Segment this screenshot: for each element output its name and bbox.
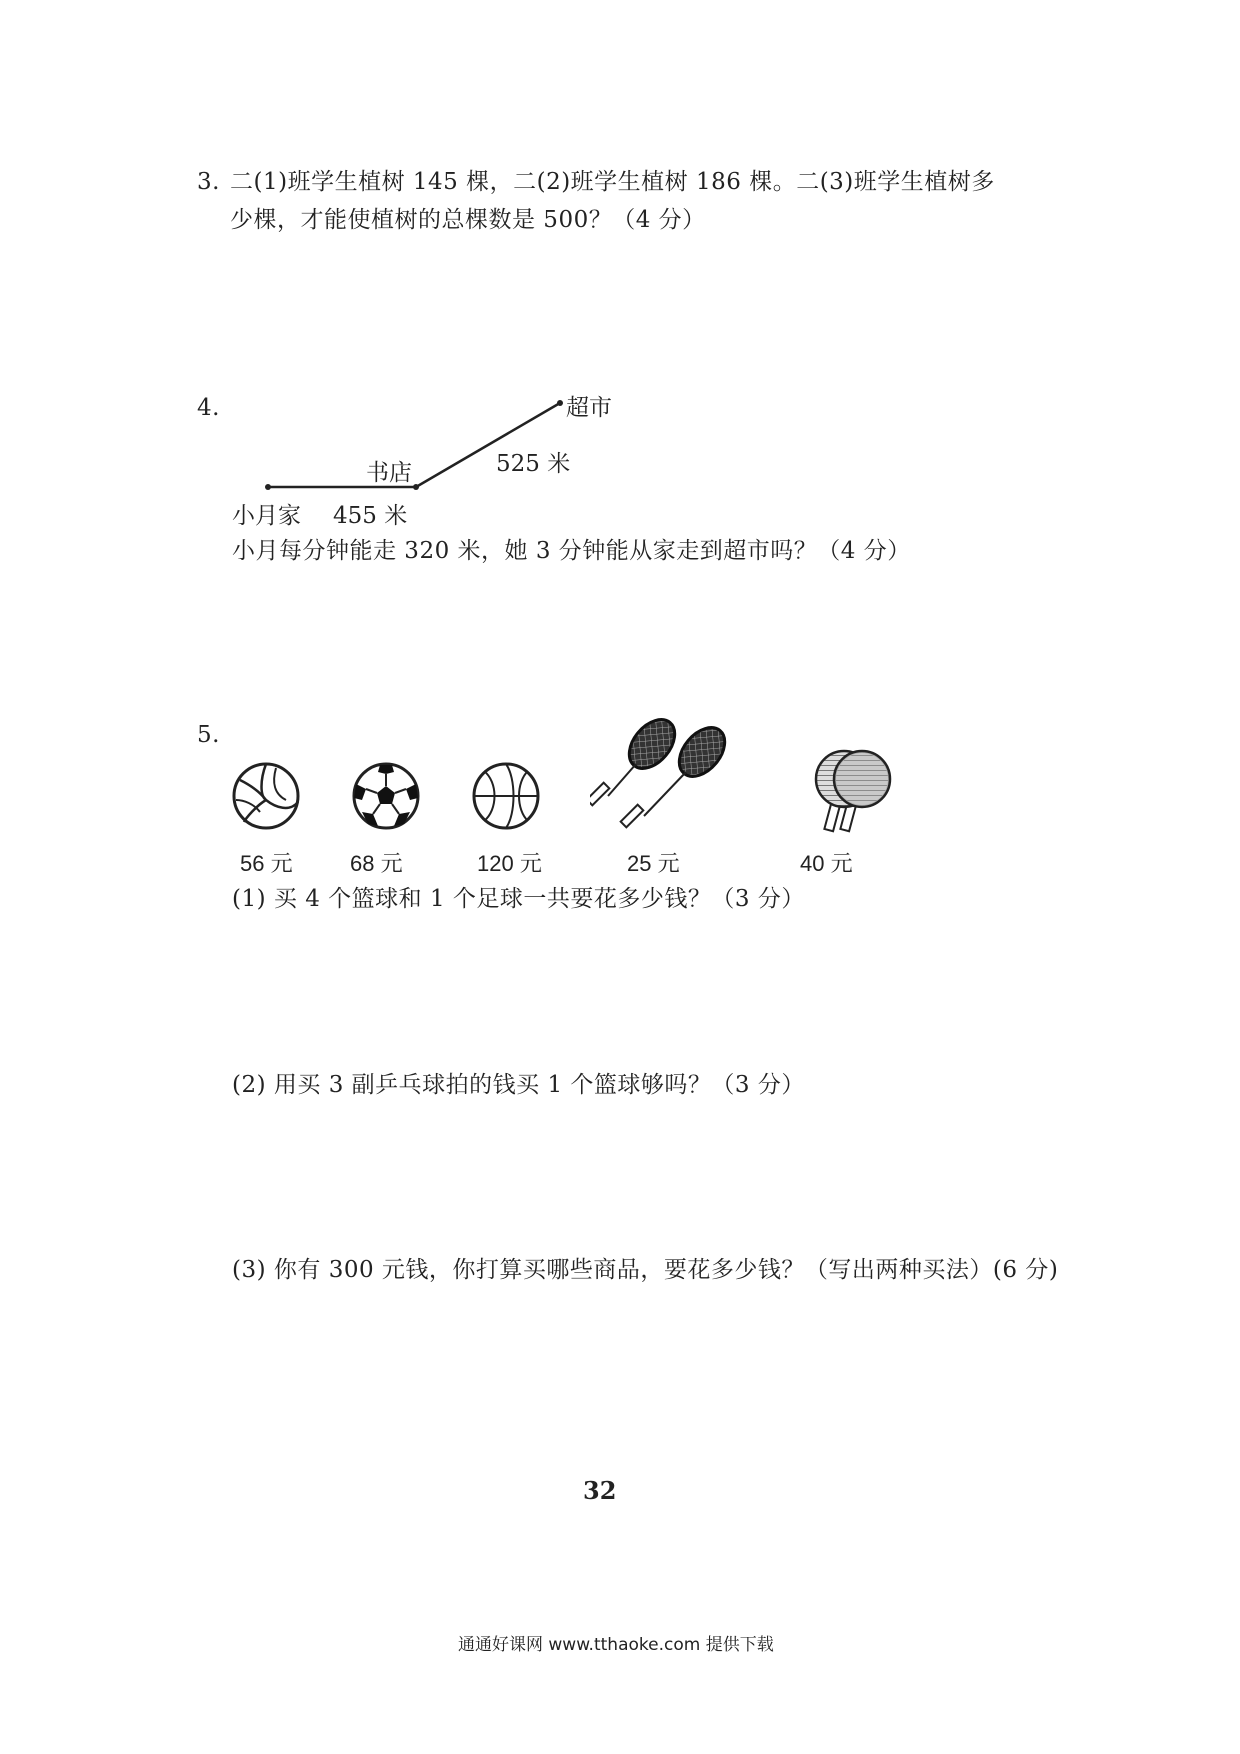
q4-number: 4. [197, 395, 220, 421]
seg2-distance-label: 525 米 [496, 451, 571, 477]
q3-line1: 二(1)班学生植树 145 棵，二(2)班学生植树 186 棵。二(3)班学生植树多 [230, 169, 995, 195]
home-label: 小月家 [232, 503, 301, 529]
racket-1 [590, 716, 684, 805]
page-number: 32 [583, 1476, 617, 1505]
q5-sub2: (2) 用买 3 副乒乓球拍的钱买 1 个篮球够吗？（3 分） [232, 1072, 805, 1098]
q3-line2: 少棵，才能使植树的总棵数是 500？（4 分） [230, 207, 706, 233]
basketball-price: 120 元 [477, 851, 542, 876]
ping-pong-paddle-price: 40 元 [800, 851, 853, 876]
soccer-ball-icon [350, 760, 422, 832]
q4-text: 小月每分钟能走 320 米，她 3 分钟能从家走到超市吗？（4 分） [232, 538, 911, 564]
q5-sub1: (1) 买 4 个篮球和 1 个足球一共要花多少钱？（3 分） [232, 886, 805, 912]
route-diagram [0, 0, 1240, 620]
bookstore-label: 书店 [366, 460, 412, 486]
badminton-racket-icon [590, 716, 770, 832]
bookstore-point [413, 484, 419, 490]
seg1-distance-label: 455 米 [333, 503, 408, 529]
q5-sub3: (3) 你有 300 元钱，你打算买哪些商品，要花多少钱？（写出两种买法）(6 分) [232, 1257, 1059, 1283]
badminton-racket-price: 25 元 [627, 851, 680, 876]
footer-credit: 通通好课网 www.tthaoke.com 提供下载 [458, 1635, 774, 1655]
volleyball-icon [230, 760, 302, 832]
volleyball-price: 56 元 [240, 851, 293, 876]
home-point [265, 484, 271, 490]
soccer-ball-price: 68 元 [350, 851, 403, 876]
market-label: 超市 [566, 395, 612, 421]
market-point [557, 400, 563, 406]
basketball-icon [470, 760, 542, 832]
q5-number: 5. [197, 722, 220, 748]
ping-pong-paddle-icon [810, 745, 900, 837]
q3-number: 3. [197, 169, 220, 195]
